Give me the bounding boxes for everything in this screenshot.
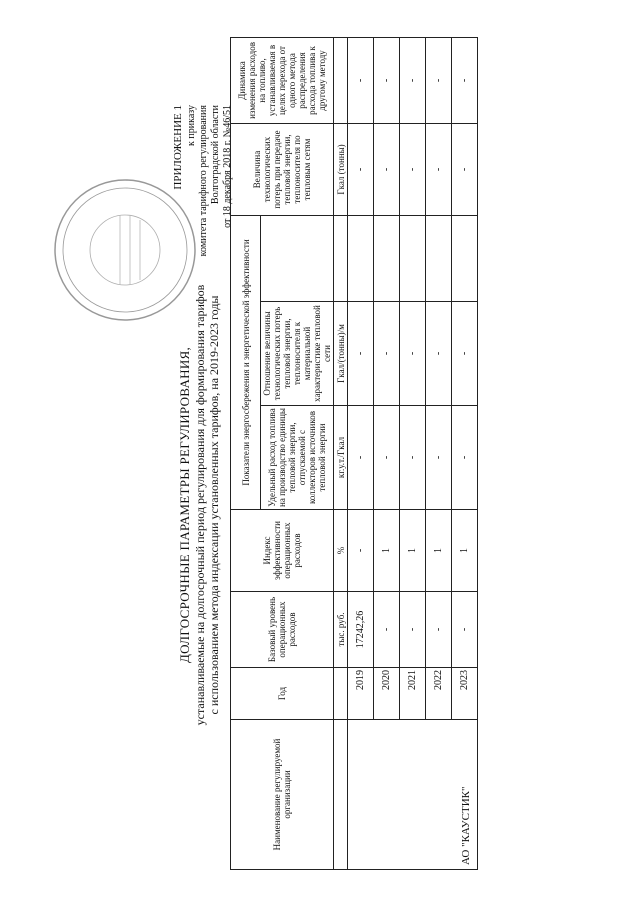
row-base-level: -: [374, 592, 400, 668]
row-year: 2021: [400, 668, 426, 720]
order-date-line: от 18 декабря 2018 г. №46/51: [222, 105, 233, 228]
order-region-line: Волгоградской области: [210, 105, 221, 205]
header-base-level: Базовый уровень операционных расходов: [231, 592, 334, 668]
header-energy-indicators: Показатели энергосбережения и энергетической эффективности: [231, 215, 261, 509]
appendix-label: ПРИЛОЖЕНИЕ 1: [172, 105, 184, 190]
row-tech-losses: -: [452, 123, 478, 215]
row-specific-fuel: -: [452, 406, 478, 510]
header-loss-ratio: Отношение величины технологических потерь тепловой энергии, теплоносителя к материальной характеристике тепловой сети: [261, 302, 334, 406]
row-loss-ratio: -: [426, 302, 452, 406]
header-reserved: [261, 215, 334, 301]
organization-name: АО "КАУСТИК": [348, 720, 478, 870]
row-base-level: 17242,26: [348, 592, 374, 668]
row-loss-ratio: -: [374, 302, 400, 406]
row-loss-ratio: -: [348, 302, 374, 406]
row-efficiency-index: 1: [400, 510, 426, 592]
unit-loss-ratio: Гкал/(тонны)/м: [334, 302, 348, 406]
header-tech-losses: Величина технологических потерь при передаче тепловой энергии, теплоносителя по тепловым сетям: [231, 123, 334, 215]
row-fuel-dynamics: -: [348, 37, 374, 123]
row-fuel-dynamics: -: [374, 37, 400, 123]
table-row: [348, 37, 374, 869]
row-base-level: -: [426, 592, 452, 668]
row-year: 2023: [452, 668, 478, 720]
unit-org-blank: [334, 720, 348, 870]
row-specific-fuel: -: [374, 406, 400, 510]
row-fuel-dynamics: -: [426, 37, 452, 123]
row-reserved: [426, 215, 452, 301]
row-specific-fuel: -: [400, 406, 426, 510]
row-reserved: [452, 215, 478, 301]
row-efficiency-index: -: [348, 510, 374, 592]
document-title: ДОЛГОСРОЧНЫЕ ПАРАМЕТРЫ РЕГУЛИРОВАНИЯ,: [177, 346, 192, 664]
row-tech-losses: -: [348, 123, 374, 215]
row-tech-losses: -: [400, 123, 426, 215]
document-subtitle-line1: устанавливаемые на долгосрочный период регулирования для формирования тарифов: [193, 284, 207, 726]
row-reserved: [400, 215, 426, 301]
document-subtitle-line2: с использованием метода индексации установленных тарифов, на 2019-2023 годы: [207, 295, 221, 715]
row-base-level: -: [452, 592, 478, 668]
regulation-parameters-table: [230, 37, 478, 870]
unit-efficiency-index: %: [334, 510, 348, 592]
row-reserved: [374, 215, 400, 301]
unit-fuel-dynamics-blank: [334, 37, 348, 123]
order-reference-line: к приказу: [186, 105, 197, 146]
row-loss-ratio: -: [400, 302, 426, 406]
row-specific-fuel: -: [426, 406, 452, 510]
row-specific-fuel: -: [348, 406, 374, 510]
row-efficiency-index: 1: [374, 510, 400, 592]
row-fuel-dynamics: -: [400, 37, 426, 123]
row-efficiency-index: 1: [426, 510, 452, 592]
unit-base-level: тыс. руб.: [334, 592, 348, 668]
row-tech-losses: -: [374, 123, 400, 215]
row-year: 2020: [374, 668, 400, 720]
unit-tech-losses: Гкал (тонны): [334, 123, 348, 215]
row-year: 2022: [426, 668, 452, 720]
row-fuel-dynamics: -: [452, 37, 478, 123]
header-org-name: Наименование регулируемой организации: [231, 720, 334, 870]
row-base-level: -: [400, 592, 426, 668]
row-loss-ratio: -: [452, 302, 478, 406]
header-fuel-dynamics: Динамика изменения расходов на топливо, устанавливаемая в целях перехода от одного метода распределения расхода топлива к другому методу: [231, 37, 334, 123]
unit-reserved-blank: [334, 215, 348, 301]
row-efficiency-index: 1: [452, 510, 478, 592]
header-specific-fuel: Удельный расход топлива на производство единицы тепловой энергии, отпускаемой с коллекторов источников тепловой энергии: [261, 406, 334, 510]
unit-year-blank: [334, 668, 348, 720]
header-year: Год: [231, 668, 334, 720]
row-tech-losses: -: [426, 123, 452, 215]
order-issuer-line: комитета тарифного регулирования: [198, 105, 209, 257]
header-efficiency-index: Индекс эффективности операционных расходов: [231, 510, 334, 592]
row-reserved: [348, 215, 374, 301]
row-year: 2019: [348, 668, 374, 720]
unit-specific-fuel: кг.у.т./Гкал: [334, 406, 348, 510]
